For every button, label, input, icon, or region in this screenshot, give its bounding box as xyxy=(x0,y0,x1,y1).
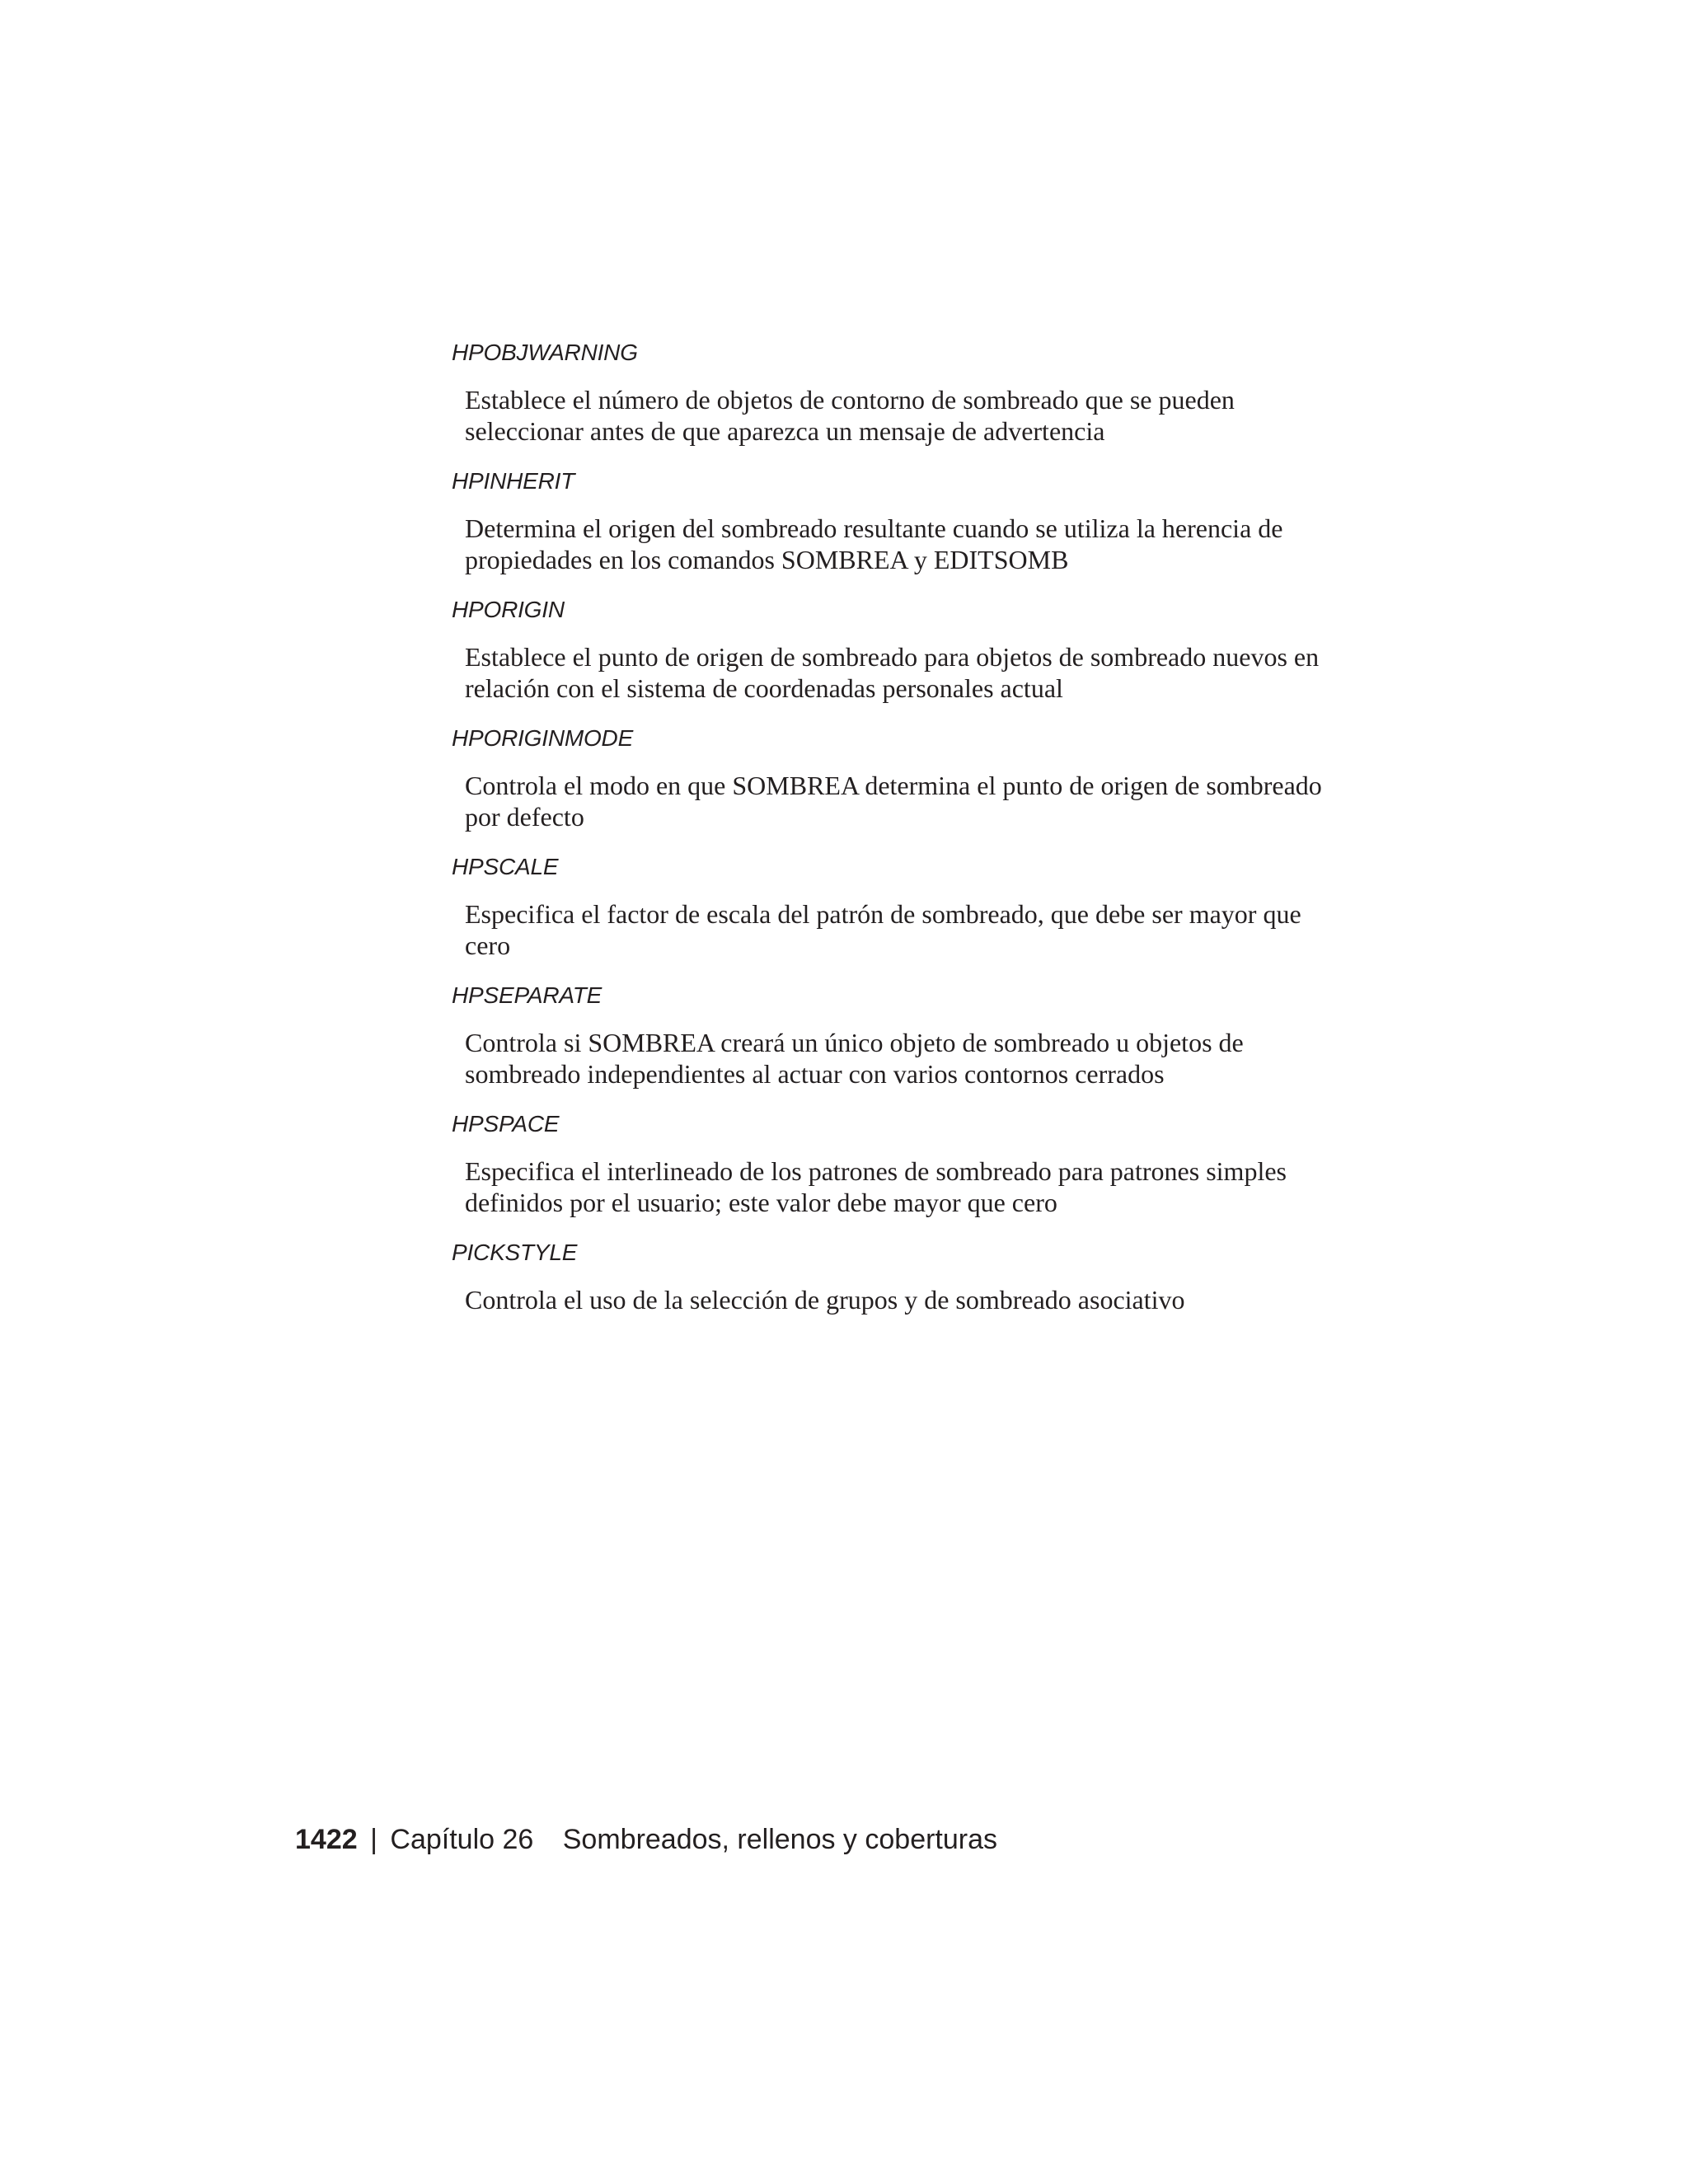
page-footer xyxy=(295,1821,997,1858)
variable-description: Establece el número de objetos de contorno de sombreado que se pueden seleccionar antes de que aparezca un mensaje de advertencia xyxy=(465,385,1235,446)
list-item xyxy=(452,1109,1342,1218)
variable-description: Controla el modo en que SOMBREA determina el punto de origen de sombreado por defecto xyxy=(465,771,1322,832)
variable-description: Controla si SOMBREA creará un único objeto de sombreado u objetos de sombreado independientes al actuar con varios contornos cerrados xyxy=(465,1028,1244,1089)
variable-name: HPORIGINMODE xyxy=(452,725,634,751)
footer-separator: | xyxy=(370,1824,377,1855)
variable-name: PICKSTYLE xyxy=(452,1240,578,1265)
variable-description: Especifica el factor de escala del patrón de sombreado, que debe ser mayor que cero xyxy=(465,899,1301,960)
variable-description: Especifica el interlineado de los patrones de sombreado para patrones simples definidos por el usuario; este valor debe mayor que cero xyxy=(465,1156,1287,1217)
variable-name: HPSCALE xyxy=(452,854,559,879)
list-item xyxy=(452,1238,1342,1315)
list-item xyxy=(452,981,1342,1090)
page-number: 1422 xyxy=(295,1824,358,1855)
variable-name: HPSPACE xyxy=(452,1111,560,1137)
variable-description: Establece el punto de origen de sombreado para objetos de sombreado nuevos en relación con el sistema de coordenadas personales actual xyxy=(465,642,1320,703)
variable-list xyxy=(452,338,1342,1335)
variable-name: HPINHERIT xyxy=(452,468,575,494)
variable-description: Controla el uso de la selección de grupos y de sombreado asociativo xyxy=(465,1285,1185,1315)
variable-description: Determina el origen del sombreado resultante cuando se utiliza la herencia de propiedades en los comandos SOMBREA y EDITSOMB xyxy=(465,513,1283,574)
variable-name: HPORIGIN xyxy=(452,597,565,622)
list-item xyxy=(452,338,1342,447)
list-item xyxy=(452,724,1342,832)
list-item xyxy=(452,595,1342,704)
chapter-title: Sombreados, rellenos y coberturas xyxy=(562,1824,998,1855)
list-item xyxy=(452,466,1342,575)
chapter-label: Capítulo 26 xyxy=(390,1824,534,1855)
list-item xyxy=(452,852,1342,961)
variable-name: HPOBJWARNING xyxy=(452,340,638,365)
variable-name: HPSEPARATE xyxy=(452,982,603,1008)
